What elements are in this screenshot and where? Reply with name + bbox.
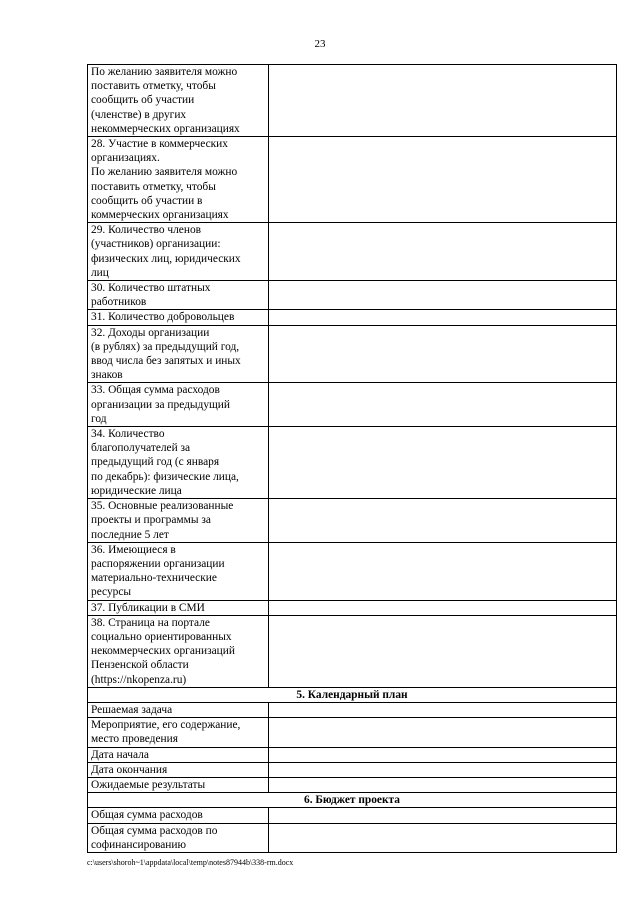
table-row: [88, 281, 617, 310]
value-cell[interactable]: [269, 808, 617, 823]
application-form-table: [87, 64, 617, 853]
label-text: Дата начала: [91, 748, 149, 761]
table-row: [88, 777, 617, 792]
label-text: 38. Страница на портале социально ориентированных некоммерческих организаций Пензенской области (https://nkopenza.ru): [91, 616, 235, 686]
label-text: Ожидаемые результаты: [91, 778, 206, 791]
row-label: [88, 600, 269, 615]
section-header-row: [88, 793, 617, 808]
table-row: [88, 542, 617, 600]
value-cell[interactable]: [269, 718, 617, 747]
value-cell[interactable]: [269, 137, 617, 223]
table-row: [88, 383, 617, 427]
label-text: 32. Доходы организации (в рублях) за предыдущий год, ввод числа без запятых и иных знаков: [91, 326, 241, 382]
table-row: [88, 808, 617, 823]
page-number: 23: [314, 38, 326, 50]
label-text: 36. Имеющиеся в распоряжении организации материально-технические ресурсы: [91, 543, 225, 599]
table-row: [88, 718, 617, 747]
label-text: По желанию заявителя можно поставить отметку, чтобы сообщить об участии (членстве) в других некоммерческих организациях: [91, 66, 240, 135]
table-row: [88, 427, 617, 499]
value-cell[interactable]: [269, 702, 617, 717]
table-row: [88, 137, 617, 223]
value-cell[interactable]: [269, 223, 617, 281]
row-label: [88, 808, 269, 823]
table-row: [88, 499, 617, 543]
label-text: 33. Общая сумма расходов организации за предыдущий год: [91, 384, 231, 425]
value-cell[interactable]: [269, 823, 617, 852]
table-row: [88, 65, 617, 137]
row-label: [88, 823, 269, 852]
label-text: Решаемая задача: [91, 703, 173, 716]
label-text: 31. Количество добровольцев: [91, 311, 235, 324]
label-text: 28. Участие в коммерческих организациях. По желанию заявителя можно поставить отметку, чтобы сообщить об участии в коммерческих организациях: [91, 138, 238, 222]
section-title-calendar-plan: 5. Календарный план: [88, 687, 617, 702]
row-label: [88, 747, 269, 762]
value-cell[interactable]: [269, 542, 617, 600]
row-label: [88, 310, 269, 325]
table-row: [88, 310, 617, 325]
row-label: [88, 65, 269, 137]
label-text: Дата окончания: [91, 763, 168, 776]
row-label: [88, 702, 269, 717]
value-cell[interactable]: [269, 427, 617, 499]
row-label: [88, 281, 269, 310]
row-label: [88, 762, 269, 777]
label-text: 35. Основные реализованные проекты и программы за последние 5 лет: [91, 500, 234, 541]
document-file-path: c:\users\shoroh~1\appdata\local\temp\notes87944b\338-rm.docx: [87, 858, 294, 867]
row-label: [88, 383, 269, 427]
value-cell[interactable]: [269, 281, 617, 310]
table-row: [88, 762, 617, 777]
table-row: [88, 702, 617, 717]
section-title-project-budget: 6. Бюджет проекта: [88, 793, 617, 808]
table-row: [88, 615, 617, 687]
value-cell[interactable]: [269, 777, 617, 792]
value-cell[interactable]: [269, 762, 617, 777]
row-label: [88, 718, 269, 747]
table-row: [88, 600, 617, 615]
section-header-row: [88, 687, 617, 702]
label-text: Общая сумма расходов по софинансированию: [91, 824, 218, 851]
label-text: Общая сумма расходов: [91, 809, 203, 822]
row-label: [88, 777, 269, 792]
table-row: [88, 325, 617, 383]
value-cell[interactable]: [269, 65, 617, 137]
row-label: [88, 223, 269, 281]
table-row: [88, 747, 617, 762]
label-text: 34. Количество благополучателей за предыдущий год (с января по декабрь): физические лица, юридические лица: [91, 428, 239, 497]
value-cell[interactable]: [269, 615, 617, 687]
value-cell[interactable]: [269, 310, 617, 325]
row-label: [88, 615, 269, 687]
row-label: [88, 137, 269, 223]
label-text: 37. Публикации в СМИ: [91, 601, 205, 614]
row-label: [88, 427, 269, 499]
table-row: [88, 223, 617, 281]
row-label: [88, 499, 269, 543]
table-row: [88, 823, 617, 852]
label-text: Мероприятие, его содержание, место проведения: [91, 719, 241, 746]
label-text: 30. Количество штатных работников: [91, 282, 211, 309]
row-label: [88, 325, 269, 383]
value-cell[interactable]: [269, 600, 617, 615]
value-cell[interactable]: [269, 325, 617, 383]
value-cell[interactable]: [269, 499, 617, 543]
value-cell[interactable]: [269, 383, 617, 427]
value-cell[interactable]: [269, 747, 617, 762]
row-label: [88, 542, 269, 600]
label-text: 29. Количество членов (участников) организации: физических лиц, юридических лиц: [91, 224, 241, 279]
